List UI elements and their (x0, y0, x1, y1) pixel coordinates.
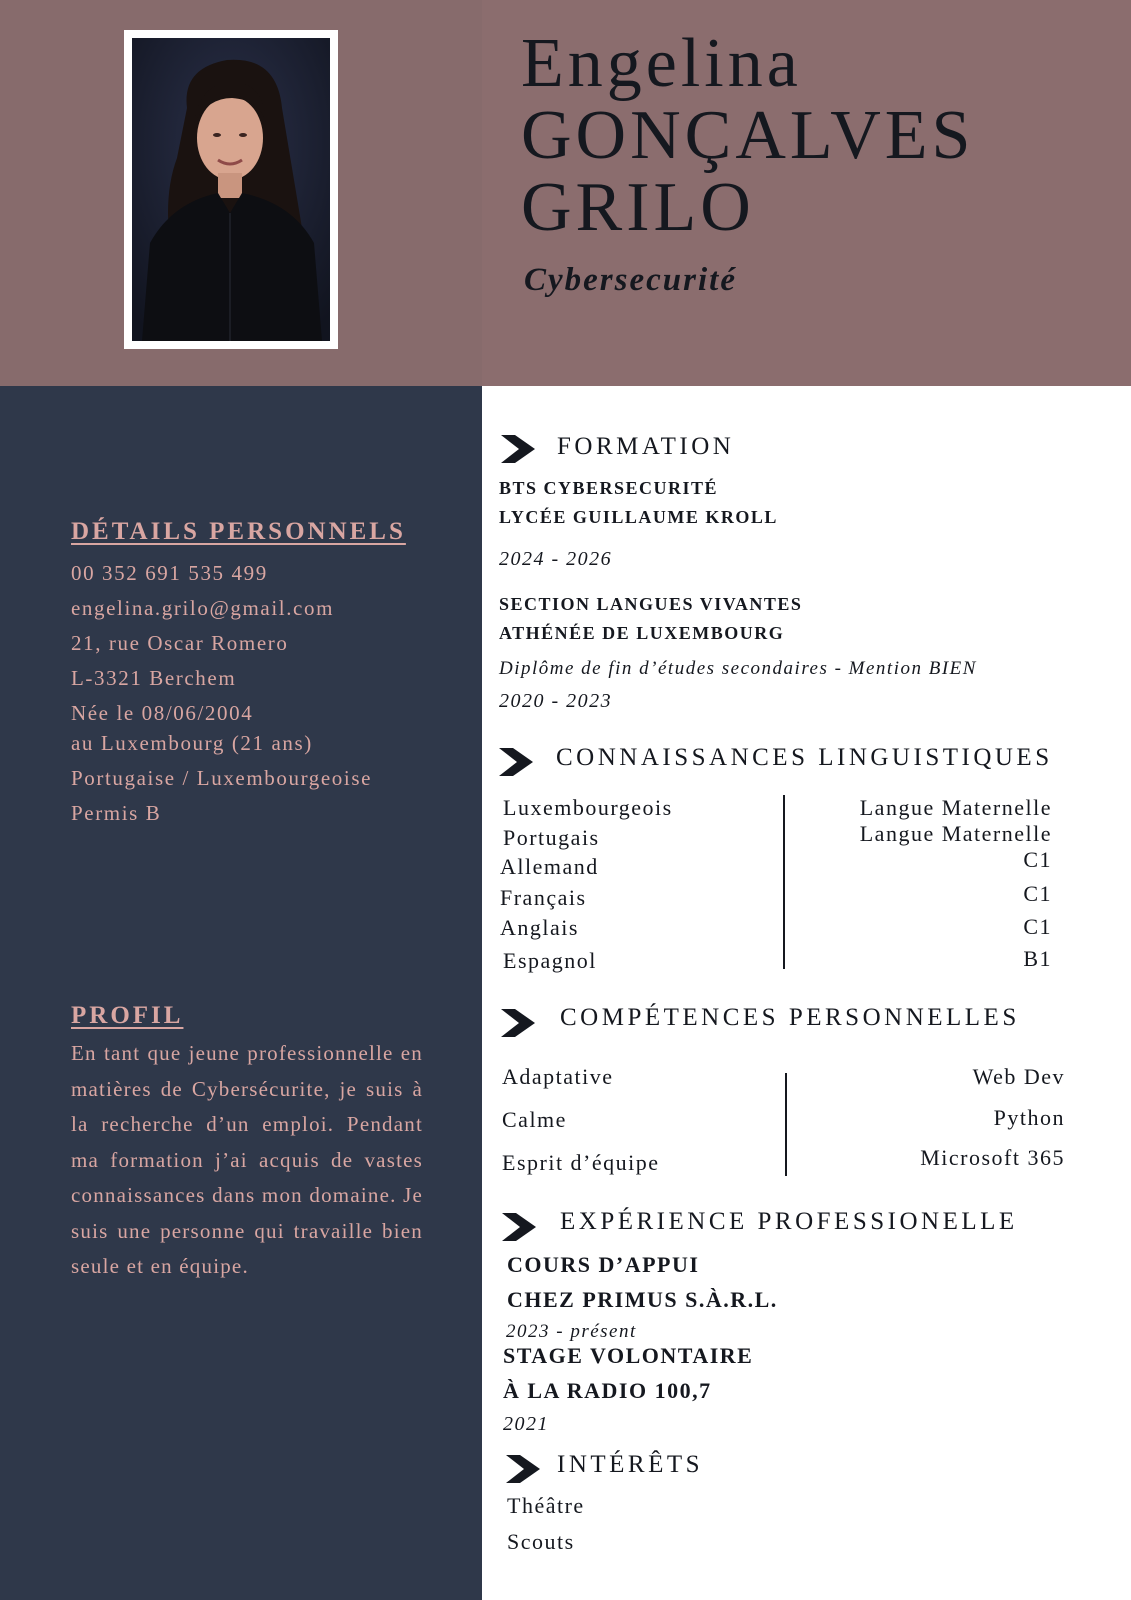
last-name-1: GONÇALVES (521, 97, 975, 174)
experience-1-line2: CHEZ PRIMUS S.À.R.L. (507, 1287, 778, 1312)
experience-1-line1: COURS D’APPUI (507, 1252, 700, 1277)
details-heading: DÉTAILS PERSONNELS (71, 518, 406, 545)
chevron-right-icon (499, 748, 533, 776)
formation-2-line2: ATHÉNÉE DE LUXEMBOURG (499, 623, 785, 643)
language-name: Luxembourgeois (503, 795, 673, 820)
chevron-right-icon (502, 1213, 536, 1241)
interest-item: Théâtre (507, 1493, 585, 1518)
detail-license: Permis B (71, 801, 162, 825)
language-name: Allemand (500, 854, 599, 879)
formation-2-dates: 2020 - 2023 (499, 690, 613, 712)
profile-text: En tant que jeune professionnelle en matières de Cybersécurite, je suis à la recherche d’un emploi. Pendant ma formation j’ai acquis de vastes connaissances dans mon domaine. Je suis une personne qui travaille bien seule et en équipe. (71, 1041, 423, 1278)
language-level: C1 (1023, 881, 1052, 906)
interest-item: Scouts (507, 1529, 575, 1554)
photo-frame (124, 30, 338, 349)
interests-title: INTÉRÊTS (557, 1451, 704, 1478)
detail-birthplace: au Luxembourg (21 ans) (71, 731, 313, 755)
skill-personal: Calme (502, 1107, 567, 1132)
experience-2-dates: 2021 (503, 1413, 549, 1435)
first-name: Engelina (521, 25, 802, 102)
language-name: Espagnol (503, 948, 597, 973)
formation-1-dates: 2024 - 2026 (499, 548, 613, 570)
detail-email: engelina.grilo@gmail.com (71, 596, 335, 620)
candidate-name (521, 25, 975, 246)
skill-technical: Microsoft 365 (920, 1145, 1065, 1170)
language-level: B1 (1023, 946, 1052, 971)
formation-2-detail: Diplôme de fin d’études secondaires - Mention BIEN (499, 658, 977, 679)
portrait-photo (132, 38, 330, 341)
detail-phone: 00 352 691 535 499 (71, 561, 268, 585)
formation-title: FORMATION (557, 433, 735, 460)
language-level: C1 (1023, 914, 1052, 939)
chevron-right-icon (506, 1455, 540, 1483)
detail-street: 21, rue Oscar Romero (71, 631, 289, 655)
skill-technical: Python (993, 1105, 1065, 1130)
experience-2-line1: STAGE VOLONTAIRE (503, 1343, 754, 1368)
skill-technical: Web Dev (972, 1064, 1065, 1089)
languages-title: CONNAISSANCES LINGUISTIQUES (556, 744, 1053, 771)
skills-divider (785, 1073, 787, 1176)
languages-divider (783, 795, 785, 969)
experience-1-dates: 2023 - présent (506, 1321, 637, 1342)
last-name-2: GRILO (521, 169, 755, 246)
detail-nationality: Portugaise / Luxembourgeoise (71, 766, 373, 790)
language-level: Langue Maternelle (859, 795, 1052, 820)
profile-heading: PROFIL (71, 1002, 184, 1029)
chevron-right-icon (501, 1009, 535, 1037)
skills-title: COMPÉTENCES PERSONNELLES (560, 1004, 1020, 1031)
language-name: Portugais (503, 825, 600, 850)
formation-1-line1: BTS CYBERSECURITÉ (499, 478, 719, 498)
experience-2-line2: À LA RADIO 100,7 (503, 1378, 712, 1403)
skill-personal: Adaptative (502, 1064, 614, 1089)
language-level: C1 (1023, 847, 1052, 872)
chevron-right-icon (501, 435, 535, 463)
language-name: Anglais (500, 915, 579, 940)
experience-title: EXPÉRIENCE PROFESSIONELLE (560, 1208, 1018, 1235)
formation-2-line1: SECTION LANGUES VIVANTES (499, 594, 803, 614)
language-name: Français (500, 885, 587, 910)
job-title: Cybersecurité (524, 262, 737, 298)
language-level: Langue Maternelle (859, 821, 1052, 846)
skill-personal: Esprit d’équipe (502, 1150, 660, 1175)
formation-1-line2: LYCÉE GUILLAUME KROLL (499, 507, 778, 527)
detail-birthdate: Née le 08/06/2004 (71, 701, 254, 725)
detail-city: L-3321 Berchem (71, 666, 237, 690)
